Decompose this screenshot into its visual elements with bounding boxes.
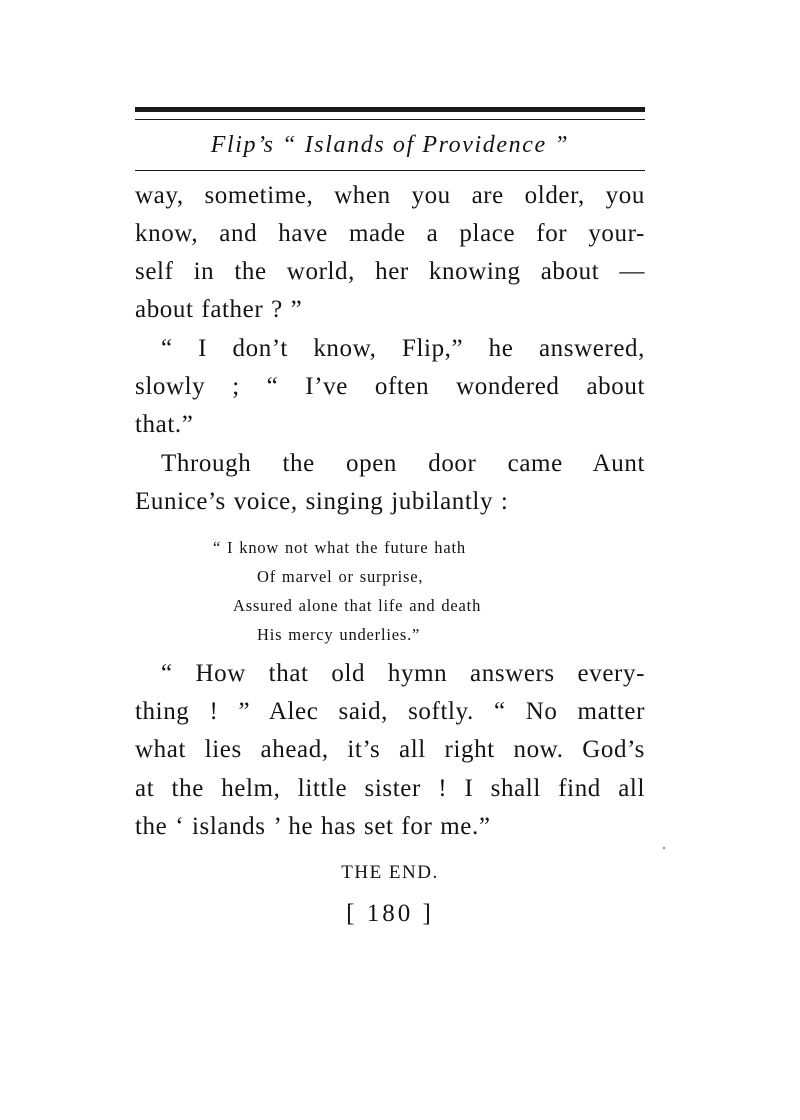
text-line: that.” (135, 411, 194, 438)
running-head: Flip’s “ Islands of Providence ” (210, 132, 570, 158)
verse-line: “ I know not what the future hath (213, 538, 466, 557)
page-number: [ 180 ] (346, 900, 434, 927)
text-line: Eunice’s voice, singing jubilantly : (135, 488, 509, 515)
verse-line: Assured alone that life and death (233, 596, 482, 615)
text-line: thing ! ” Alec said, softly. “ No matter (135, 698, 645, 725)
the-end-label: THE END. (341, 862, 439, 883)
text-line: “ How that old hymn answers every- (161, 660, 645, 687)
print-speck (663, 847, 665, 849)
page-body (135, 0, 645, 1120)
verse-line: His mercy underlies.” (257, 625, 421, 644)
text-line: slowly ; “ I’ve often wondered about (135, 373, 645, 400)
text-line: know, and have made a place for your- (135, 220, 645, 247)
text-line: what lies ahead, it’s all right now. God’s (135, 736, 645, 763)
verse-line: Of marvel or surprise, (257, 567, 424, 586)
text-line: Through the open door came Aunt (161, 450, 645, 477)
text-line: about father ? ” (135, 296, 303, 323)
text-line: self in the world, her knowing about — (135, 258, 645, 285)
text-line: the ‘ islands ’ he has set for me.” (135, 813, 491, 840)
text-line: way, sometime, when you are older, you (135, 182, 645, 209)
text-line: “ I don’t know, Flip,” he answered, (161, 335, 645, 362)
text-line: at the helm, little sister ! I shall find all (135, 775, 645, 802)
